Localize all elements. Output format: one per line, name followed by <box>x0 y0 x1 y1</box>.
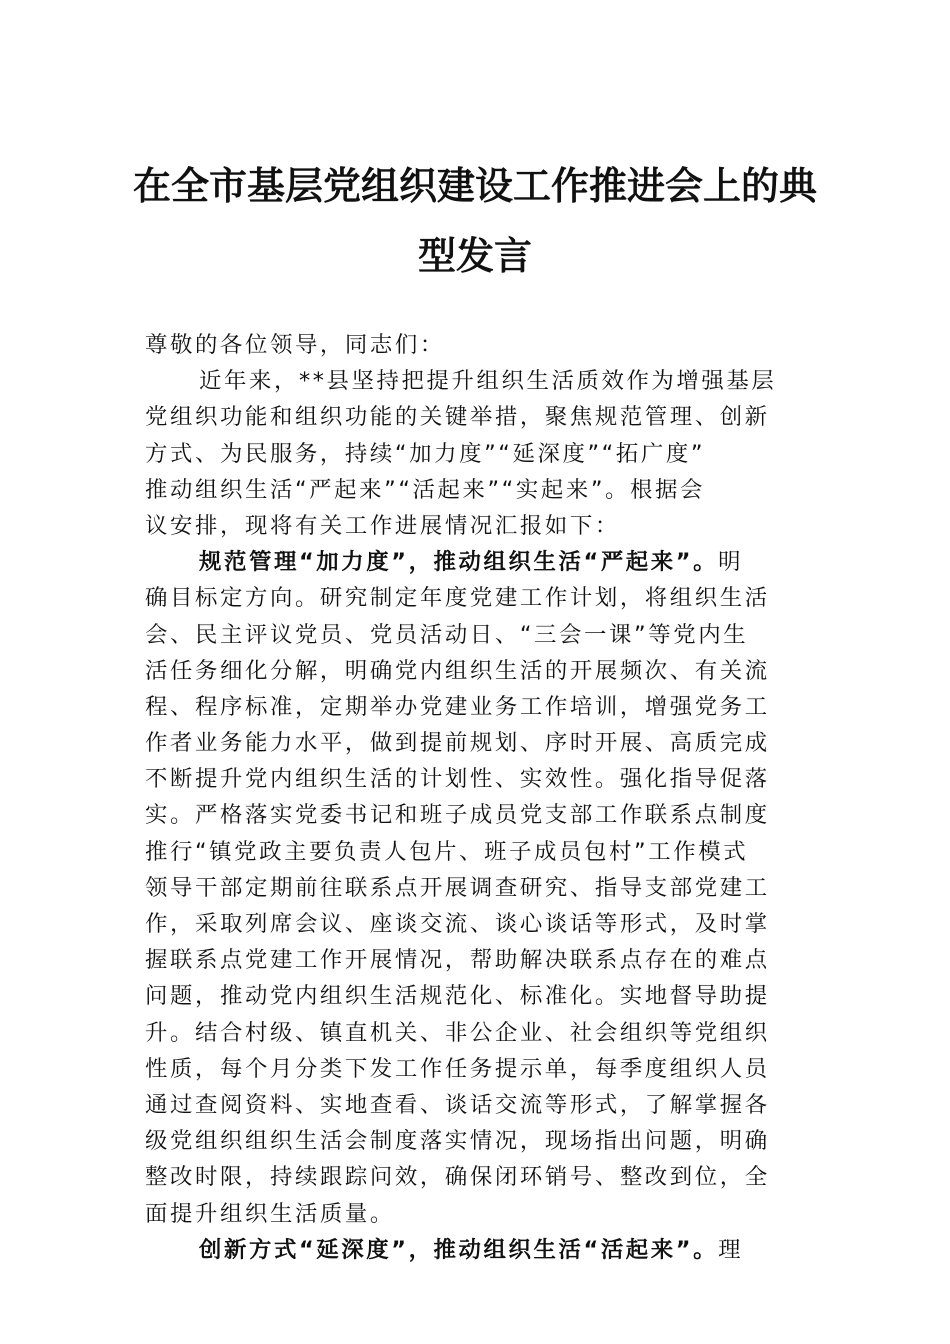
section-1-paragraph <box>145 544 810 1232</box>
paragraph-line: 性质，每个月分类下发工作任务提示单，每季度组织人员 <box>145 1055 770 1082</box>
paragraph-line: 推行“镇党政主要负责人包片、班子成员包村”工作模式 <box>145 838 749 865</box>
section-2-paragraph <box>145 1232 810 1268</box>
intro-paragraph <box>145 363 810 544</box>
paragraph-line: 活任务细化分解，明确党内组织生活的开展频次、有关流 <box>145 657 770 684</box>
section-1-first-line-tail: 明 <box>718 549 744 576</box>
paragraph-line: 作者业务能力水平，做到提前规划、序时开展、高质完成 <box>145 730 770 757</box>
section-2-first-line <box>145 1232 810 1268</box>
document-title-line-2: 型发言 <box>417 233 532 278</box>
paragraph-line: 不断提升党内组织生活的计划性、实效性。强化指导促落 <box>145 766 770 793</box>
paragraph-line: 实。严格落实党委书记和班子成员党支部工作联系点制度 <box>145 802 770 829</box>
document-title-line-1: 在全市基层党组织建设工作推进会上的典 <box>132 163 817 208</box>
paragraph-line: 握联系点党建工作开展情况，帮助解决联系点存在的难点 <box>145 947 770 974</box>
paragraph-line: 方式、为民服务，持续“加力度”“延深度”“拓广度” <box>145 440 706 467</box>
paragraph-line: 级党组织组织生活会制度落实情况，现场指出问题，明确 <box>145 1128 770 1155</box>
paragraph-line: 面提升组织生活质量。 <box>145 1200 395 1227</box>
paragraph-line: 升。结合村级、镇直机关、非公企业、社会组织等党组织 <box>145 1019 770 1046</box>
paragraph-line: 推动组织生活“严起来”“活起来”“实起来”。根据会 <box>145 476 706 503</box>
paragraph-line: 近年来，**县坚持把提升组织生活质效作为增强基层 <box>199 368 777 395</box>
document-body <box>145 327 810 1268</box>
paragraph-line: 党组织功能和组织功能的关键举措，聚焦规范管理、创新 <box>145 404 770 431</box>
paragraph-line: 程、程序标准，定期举办党建业务工作培训，增强党务工 <box>145 693 770 720</box>
section-1-heading: 规范管理“加力度”，推动组织生活“严起来”。 <box>199 549 719 576</box>
paragraph-line: 作，采取列席会议、座谈交流、谈心谈话等形式，及时掌 <box>145 911 770 937</box>
paragraph-line: 议安排，现将有关工作进展情况汇报如下： <box>145 512 620 539</box>
paragraph-line: 会、民主评议党员、党员活动日、“三会一课”等党内生 <box>145 621 749 648</box>
paragraph-line: 确目标定方向。研究制定年度党建工作计划，将组织生活 <box>145 585 770 612</box>
paragraph-line: 通过查阅资料、实地查看、谈话交流等形式，了解掌握各 <box>145 1091 770 1118</box>
paragraph-line: 整改时限，持续跟踪问效，确保闭环销号、整改到位，全 <box>145 1164 770 1191</box>
section-2-first-line-tail: 理 <box>718 1236 744 1263</box>
paragraph-line: 问题，推动党内组织生活规范化、标准化。实地督导助提 <box>145 983 770 1010</box>
section-1-first-line <box>145 544 810 580</box>
paragraph-line: 领导干部定期前往联系点开展调查研究、指导支部党建工 <box>145 874 770 901</box>
section-2-heading: 创新方式“延深度”，推动组织生活“活起来”。 <box>199 1236 719 1263</box>
salutation: 尊敬的各位领导，同志们： <box>145 332 445 358</box>
